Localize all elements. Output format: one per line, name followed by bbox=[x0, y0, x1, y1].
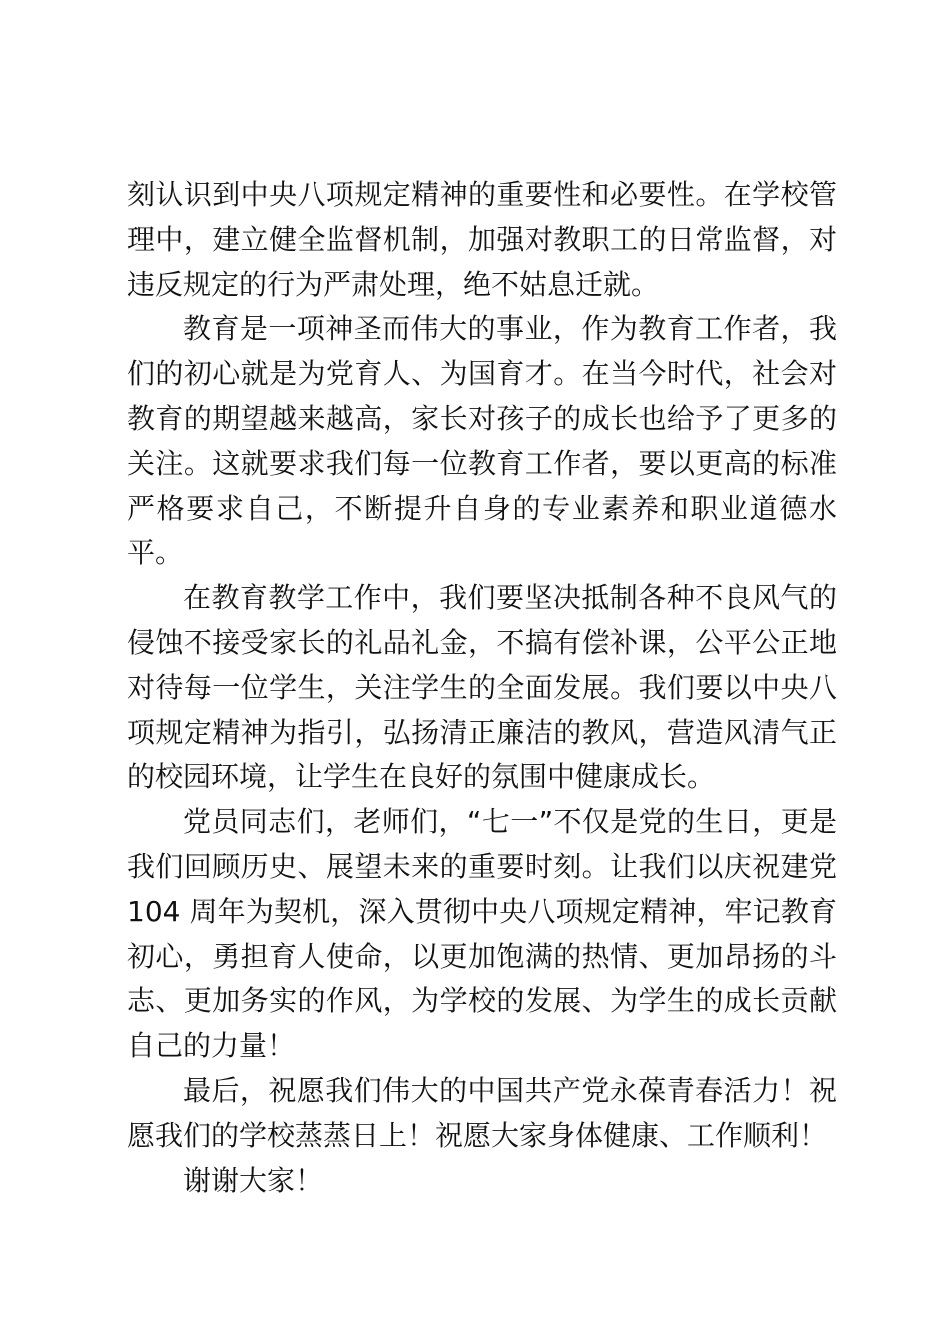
paragraph-thanks: 谢谢大家！ bbox=[183, 1163, 324, 1197]
paragraph-closing-wishes: 最后，祝愿我们伟大的中国共产党永葆青春活力！祝愿我们的学校蒸蒸日上！祝愿大家身体健康、工作顺利！ bbox=[127, 1073, 837, 1152]
document-body bbox=[127, 173, 837, 1203]
paragraph-teaching-integrity: 在教育教学工作中，我们要坚决抵制各种不良风气的侵蚀不接受家长的礼品礼金，不搞有偿补课，公平公正地对待每一位学生，关注学生的全面发展。我们要以中央八项规定精神为指引，弘扬清正廉洁的教风，营造风清气正的校园环境，让学生在良好的氛围中健康成长。 bbox=[127, 581, 837, 794]
paragraph-continuation: 刻认识到中央八项规定精神的重要性和必要性。在学校管理中，建立健全监督机制，加强对教职工的日常监督，对违反规定的行为严肃处理，绝不姑息迁就。 bbox=[127, 178, 837, 301]
paragraph-education-mission: 教育是一项神圣而伟大的事业，作为教育工作者，我们的初心就是为党育人、为国育才。在当今时代，社会对教育的期望越来越高，家长对孩子的成长也给予了更多的关注。这就要求我们每一位教育工作者，要以更高的标准严格要求自己，不断提升自身的专业素养和职业道德水平。 bbox=[127, 312, 837, 570]
paragraph-party-anniversary: 党员同志们，老师们，“七一”不仅是党的生日，更是我们回顾历史、展望未来的重要时刻。让我们以庆祝建党 104 周年为契机，深入贯彻中央八项规定精神，牢记教育初心，勇担育人使命，以更加饱满的热情、更加昂扬的斗志、更加务实的作风，为学校的发展、为学生的成长贡献自己的力量！ bbox=[127, 805, 837, 1063]
